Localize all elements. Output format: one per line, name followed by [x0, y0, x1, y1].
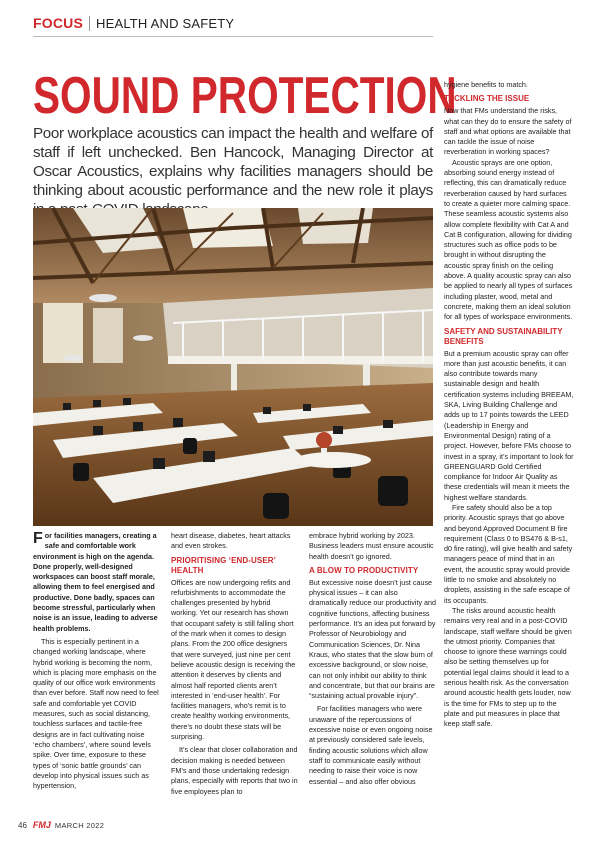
intro-text: or facilities managers, creating a safe and comfortable work environment is high on the agenda. Done properly, well-designed workspaces can boost staff morale, allowing them to feel energised and productive. Done badly, spaces can become stressful, particularly when noise is an issue, leading to adverse health problems.: [33, 531, 158, 633]
office-illustration: [33, 208, 433, 526]
subheading: TACKLING THE ISSUE: [444, 94, 530, 104]
paragraph: hygiene benefits to match.: [444, 80, 528, 89]
article-standfirst: Poor workplace acoustics can impact the health and welfare of staff if left unchecked. Ben Hancock, Managing Director at Oscar Acoustics, explains why facilities managers should be thinking about acoustic performance and the new role it plays: [33, 125, 433, 199]
paragraph: The risks around acoustic health remains very real and in a post-COVID landscape, staff welfare should be given the utmost priority. Companies that choose to ignore these warnings could also be setting themselves up for potential legal claims should it lead to a serious health risk. As the conversation around acoustic health gets louder, now is the time for FMs to step up to the plate and put measures in place that keep staff safe.: [444, 605, 572, 729]
paragraph: embrace hybrid working by 2023. Business leaders must ensure acoustic health doesn’t go ignored.: [309, 531, 434, 561]
issue-date: MARCH 2022: [54, 820, 105, 830]
section-header: [33, 12, 234, 34]
paragraph: Now that FMs understand the risks, what can they do to ensure the safety of staff and what options are available that can tackle the issue of noise reverberation in working spaces?: [444, 106, 572, 157]
paragraph: But a premium acoustic spray can offer more than just acoustic benefits, it can also contribute towards many sustainable design and health certification systems including BREEAM, SKA, Living Building Challenge and adds up to 17 points towards the LEED (Leadership in Energy and Environmental Design) rating of a project. However, before FMs choose to invest in a spray, it’s important to look for GREENGUARD Gold Certified compliance for Indoor Air Quality as these credentials will mean it meets the highest welfare standards.: [444, 348, 574, 502]
paragraph: Fire safety should also be a top priority. Acoustic sprays that go above and beyond Approved Document B fire requirement (Class 0 to BS476 & B-s1, d0 fire rating), will give health and safety managers peace of mind that in an event, the acoustic spray would provide little to no smoke and absolutely no droplets, assisting in the safe escape of its occupants.: [444, 502, 573, 605]
column-2: [171, 531, 299, 797]
paragraph: heart disease, diabetes, heart attacks and even strokes.: [171, 531, 291, 551]
paragraph: This is especially pertinent in a changed working landscape, where hybrid working is becoming the norm, which is placing more emphasis on the quality of our office work environments than ever before. Staff now need to feel safe and comfortable yet COVID measures, such as social distancing, touchless surfaces and tactile-free designs are in fact cultivating noise ‘echo chambers’, where sound levels spike. Over time, exposure to these types of ‘sonic battle grounds’ can develop into physical issues such as hypertension,: [33, 636, 159, 791]
column-4: [444, 80, 574, 730]
section-label: FOCUS: [33, 15, 83, 31]
paragraph: But excessive noise doesn’t just cause physical issues – it can also dramatically reduce our productivity and cognitive functions, affecting business performance. It’s an idea put forward by Professor of Neurobiology and Communication Sciences, Dr. Nina Kraus, who states that the slow burn of excessive background, or slow noise, can not only inhibit our ability to think and concentrate, but that our brains are “sustaining actual provable injury”.: [309, 577, 437, 701]
subheading: SAFETY AND SUSTAINABILITY BENEFITS: [444, 326, 563, 346]
subheading: A BLOW TO PRODUCTIVITY: [309, 565, 419, 575]
column-3: [309, 531, 437, 787]
paragraph: Acoustic sprays are one option, absorbing sound energy instead of reflecting, this can dramatically reduce reverberation caused by hard surfaces to create a quieter more calming space. These seamless acoustic systems also allow complete flexibility with Cat A and Cat B configuration, allowing for dividing structures such as office pods to be brought in without disrupting the acoustic spray finish on the ceiling above. A quality acoustic spray can also be applied to nearly all types of surfaces including plaster, wood, metal and concrete, making them an ideal solution for all types of workspace environments.: [444, 157, 573, 322]
column-1: [33, 531, 161, 791]
intro-paragraph: [33, 531, 161, 634]
page-number: 46: [18, 820, 27, 830]
paragraph: It’s clear that closer collaboration and decision making is needed between FM’s and those undertaking redesign plans, especially with reports that two in five employees plan to: [171, 745, 298, 796]
header-divider: [89, 16, 90, 31]
subheading: PRIORITISING ‘END-USER’ HEALTH: [171, 555, 276, 575]
paragraph: Offices are now undergoing refits and refurbishments to accommodate the challenges presented by hybrid working. Yet our research has shown that occupant safety is still falling short of the mark when it comes to design plans. From the 200 office designers that were surveyed, just nine per cent believe acoustic design is receiving the attention it deserves by clients and almost half reported clients aren’t interested in ‘end-user health’. For facilities managers, who’s remit is to create healthy working environments, there’s no doubt these stats will be surprising.: [171, 577, 296, 742]
article-title: SOUND PROTECTION: [33, 67, 457, 125]
topic-label: HEALTH AND SAFETY: [96, 15, 235, 31]
office-photo: [33, 208, 433, 526]
paragraph: For facilities managers who were unaware of the repercussions of excessive noise or even ongoing noise at previously considered safe levels, finding acoustic solutions which allow staff to communicate easily without needing to raise their voice is now essential – and also offer obvious: [309, 704, 433, 786]
page-footer: [18, 820, 104, 830]
drop-cap: F: [33, 530, 43, 547]
header-rule: [33, 36, 433, 37]
brand-logo: FMJ: [32, 820, 51, 830]
